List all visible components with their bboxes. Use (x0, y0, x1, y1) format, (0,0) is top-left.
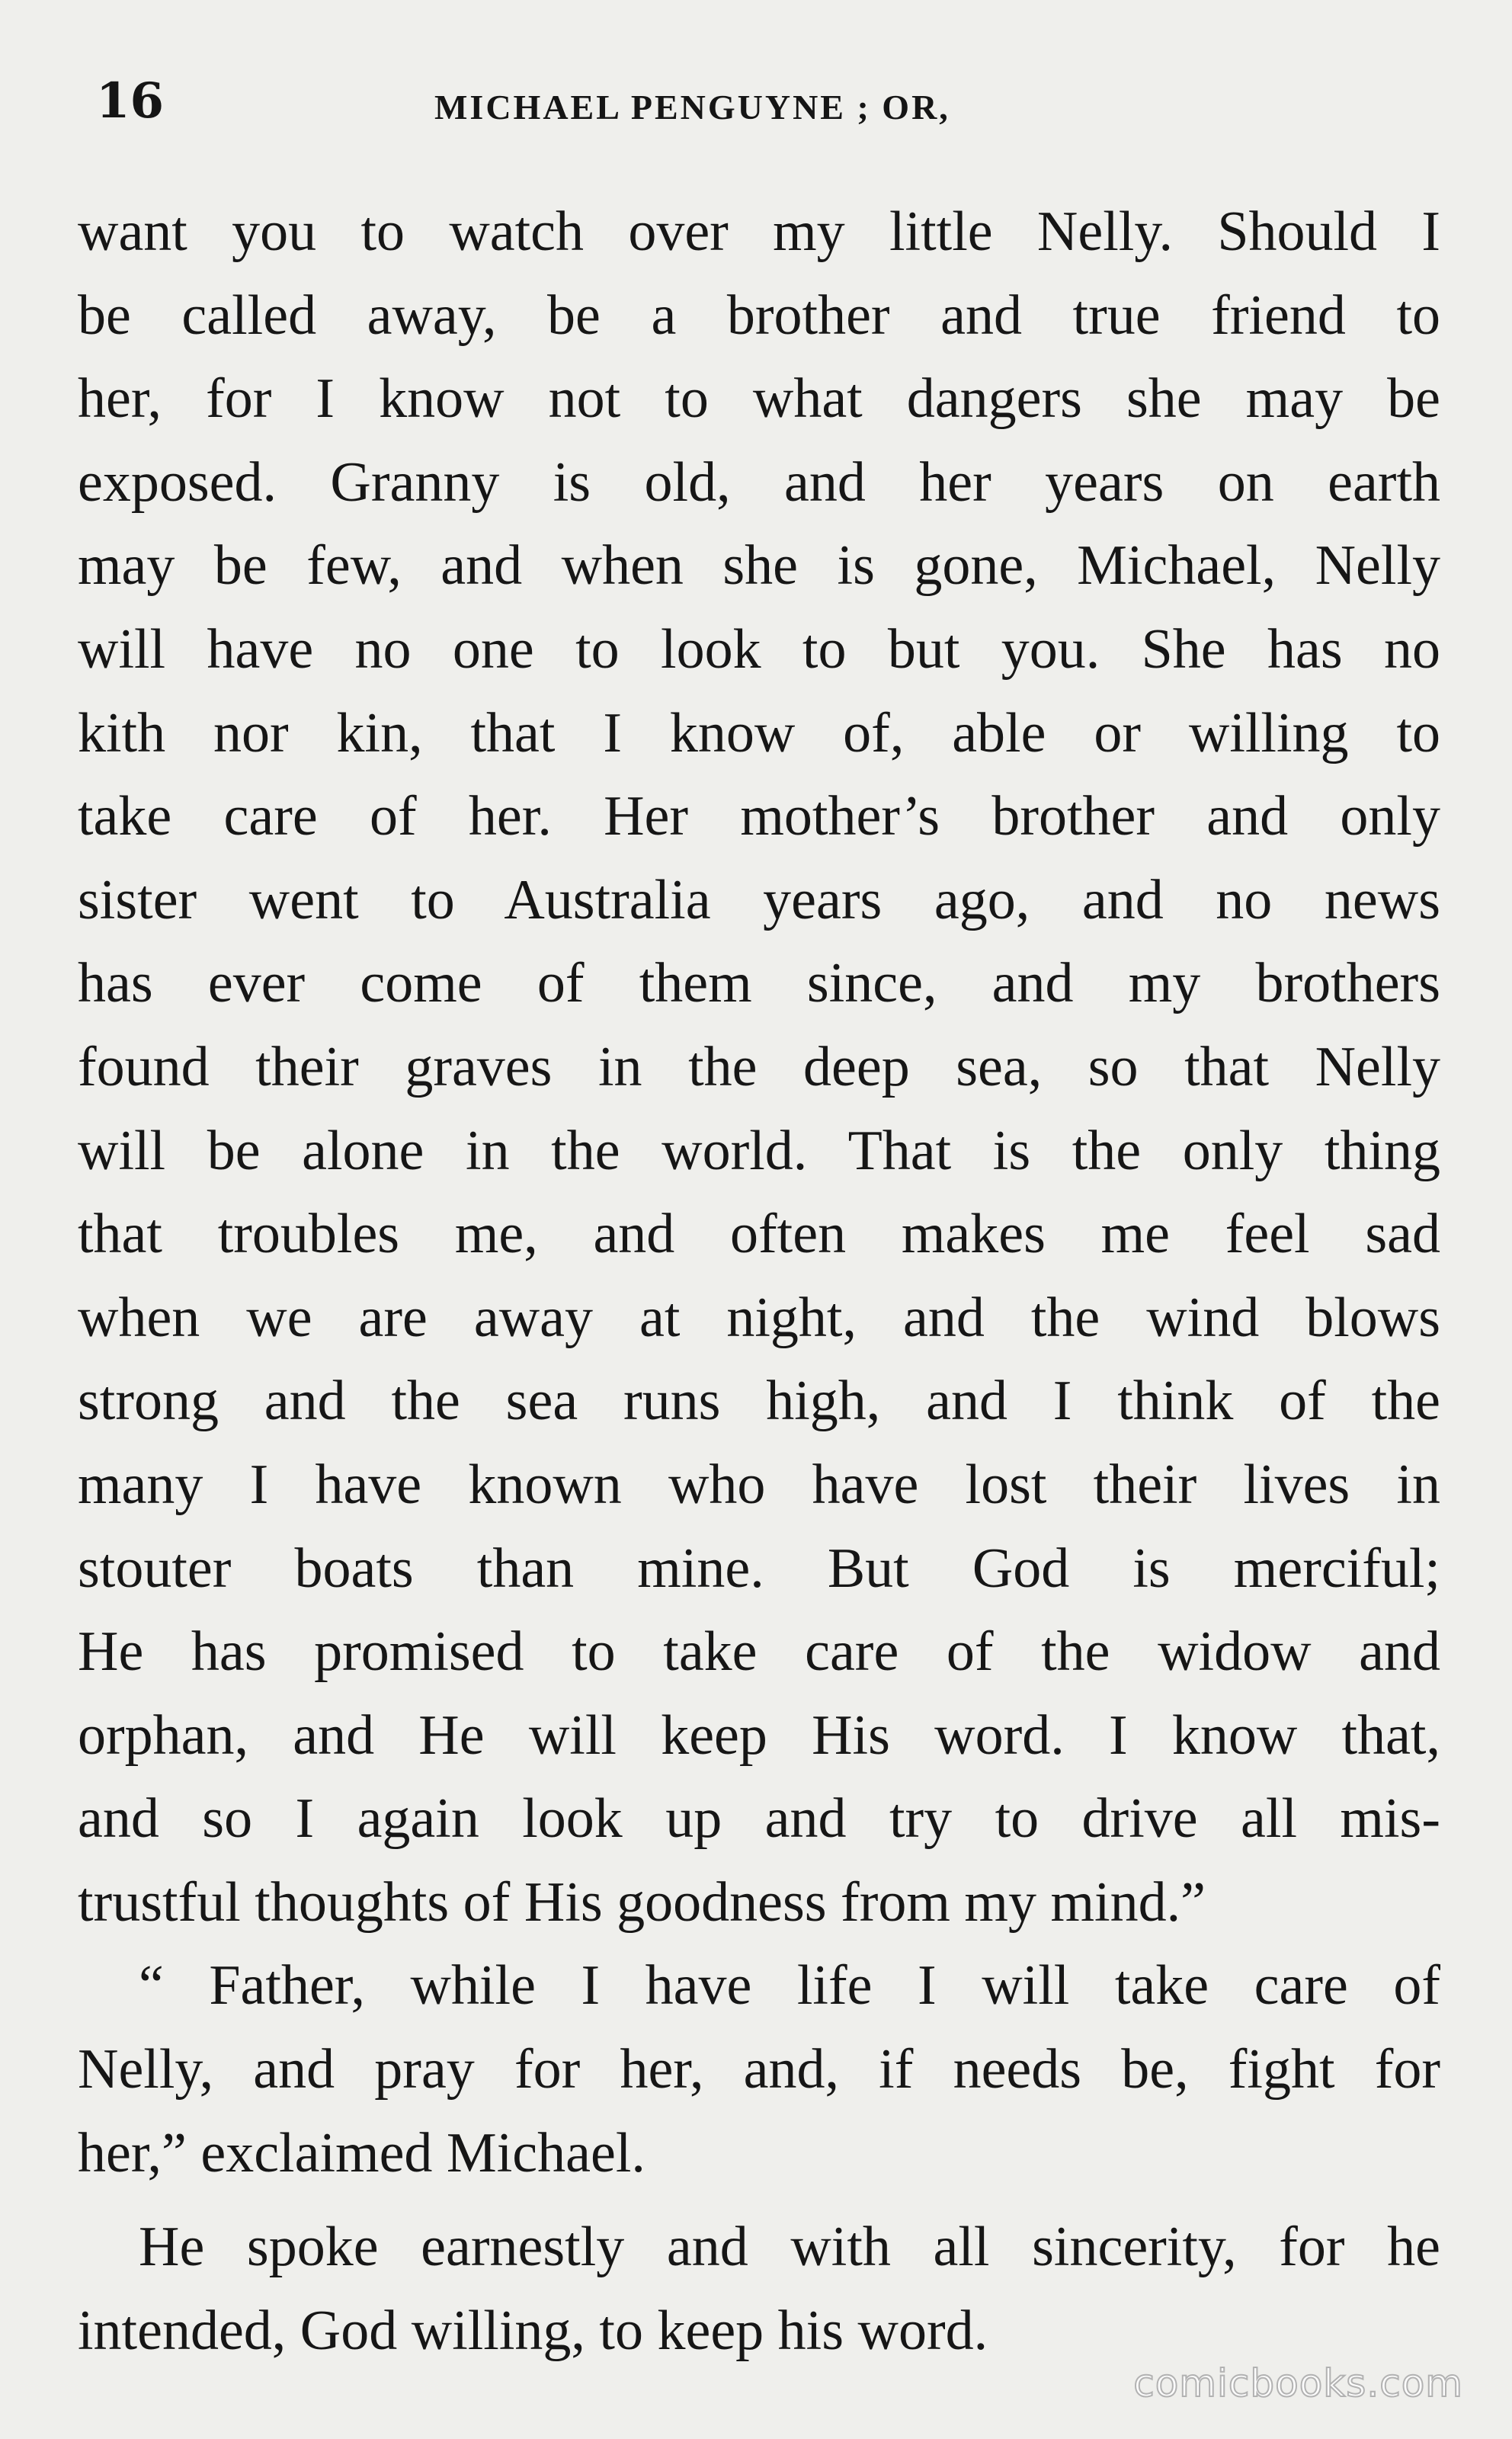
text-line: has ever come of them since, and my brothers (78, 952, 1440, 1015)
text-line: He has promised to take care of the widow and (78, 1620, 1440, 1684)
text-line: trustful thoughts of His goodness from my mind.” (78, 1870, 1206, 1934)
paragraph (78, 191, 1440, 1944)
watermark-logo: comicbooks.com (1133, 2361, 1463, 2405)
text-line: take care of her. Her mother’s brother and only (78, 785, 1440, 848)
text-line: will have no one to look to but you. She has no (78, 617, 1440, 681)
paragraph (78, 2206, 1440, 2373)
text-line: intended, God willing, to keep his word. (78, 2299, 988, 2362)
text-line: when we are away at night, and the wind blows (78, 1286, 1440, 1349)
page-number: 16 (96, 72, 165, 130)
text-line: strong and the sea runs high, and I think of the (78, 1370, 1440, 1433)
text-line: “ Father, while I have life I will take care of (139, 1954, 1440, 2018)
text-line: that troubles me, and often makes me feel sad (78, 1203, 1440, 1266)
text-line: want you to watch over my little Nelly. Should I (78, 200, 1440, 263)
body-text (78, 191, 1440, 2373)
text-line: many I have known who have lost their lives in (78, 1453, 1440, 1516)
text-line: kith nor kin, that I know of, able or willing to (78, 701, 1440, 764)
text-line: found their graves in the deep sea, so that Nelly (78, 1035, 1440, 1098)
text-line: her,” exclaimed Michael. (78, 2121, 645, 2184)
text-line: be called away, be a brother and true friend to (78, 284, 1440, 347)
text-line: will be alone in the world. That is the only thing (78, 1119, 1440, 1182)
running-header (91, 67, 1433, 136)
text-line: He spoke earnestly and with all sincerity, for he (139, 2216, 1440, 2279)
paragraph (78, 1944, 1440, 2195)
text-line: orphan, and He will keep His word. I know that, (78, 1703, 1440, 1767)
text-line: and so I again look up and try to drive all mis- (78, 1787, 1440, 1851)
text-line: Nelly, and pray for her, and, if needs be, fight for (78, 2038, 1440, 2101)
text-line: exposed. Granny is old, and her years on earth (78, 450, 1440, 514)
text-line: her, for I know not to what dangers she may be (78, 367, 1440, 431)
paragraph-gap (78, 2195, 1440, 2206)
text-line: may be few, and when she is gone, Michael, Nelly (78, 534, 1440, 598)
running-title: MICHAEL PENGUYNE ; OR, (434, 88, 950, 127)
text-line: stouter boats than mine. But God is merciful; (78, 1537, 1440, 1600)
text-line: sister went to Australia years ago, and no news (78, 868, 1440, 931)
